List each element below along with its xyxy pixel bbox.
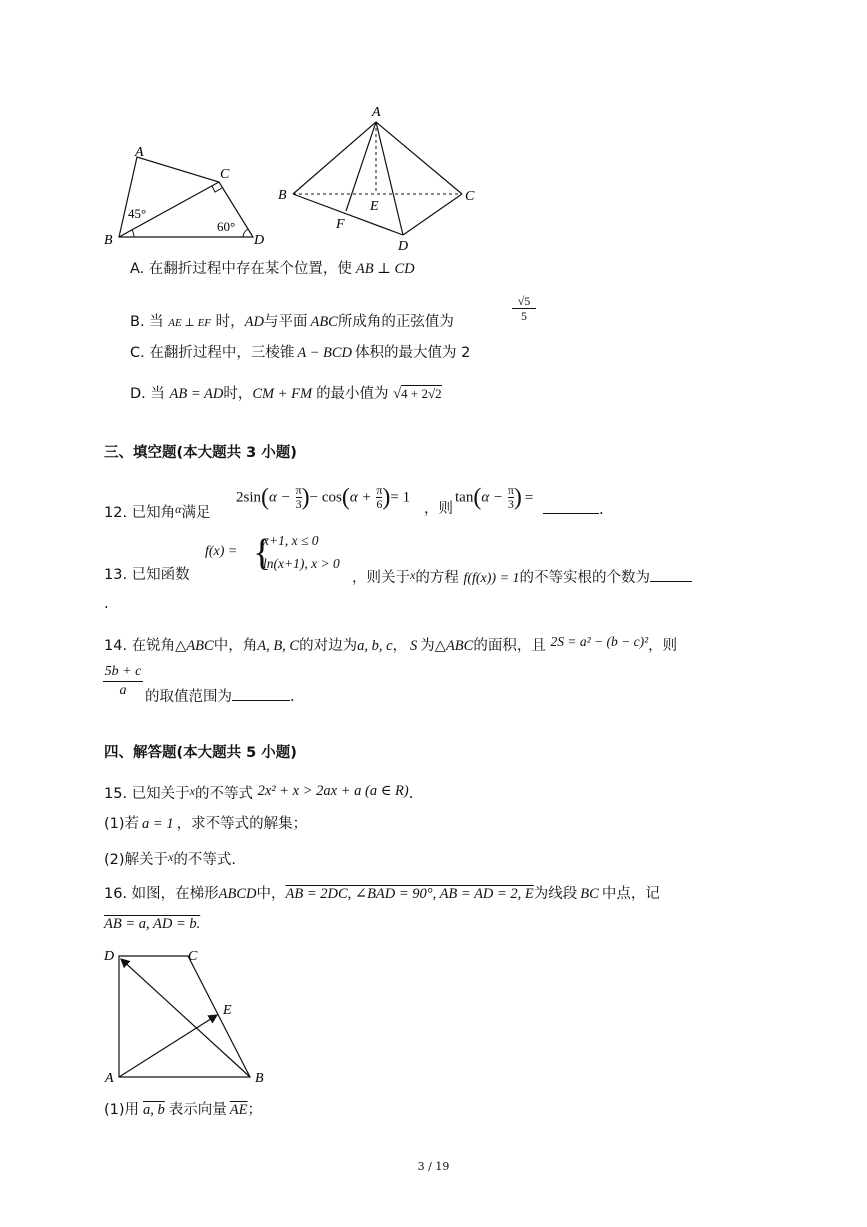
quad-label-d: D xyxy=(254,233,265,248)
q16-line2: AB = a, AD = b. xyxy=(104,916,201,932)
quad-angle-60: 60° xyxy=(217,219,236,234)
q11-option-d: D. 当 AB = AD时，CM + FM 的最小值为 √4 + 2√2 xyxy=(130,386,442,402)
q15: 15. 已知关于$^x$的不等式 2x² + x > 2ax + a (a ∈ R). xyxy=(104,783,414,802)
q11-option-c: C. 在翻折过程中，三棱锥 A − BCD 体积的最大值为 2 xyxy=(130,345,471,361)
pyr-label-a: A xyxy=(372,105,381,120)
quad-label-c: C xyxy=(220,167,230,182)
trap-label-e: E xyxy=(223,1003,232,1018)
quad-angle-45: 45° xyxy=(128,206,147,221)
quad-label-a: A xyxy=(135,145,144,160)
pyr-label-c: C xyxy=(465,189,475,204)
q14-fraction: 5b + c a xyxy=(104,664,142,698)
quad-label-b: B xyxy=(104,233,113,248)
q12-answer-blank: . xyxy=(543,499,604,520)
q13-rest: ，则关于$^x$的方程 f(f(x)) = 1的不等实根的个数为 xyxy=(352,565,692,589)
pyr-label-f: F xyxy=(336,217,345,232)
trap-label-b: B xyxy=(255,1071,264,1086)
q12-then: ，则 xyxy=(424,501,453,517)
q11-b-fraction: √5 5 xyxy=(512,294,536,323)
q15-part1: (1)若 a = 1 ，求不等式的解集； xyxy=(104,816,308,832)
trap-label-c: C xyxy=(188,949,198,964)
quadrilateral-figure xyxy=(100,140,280,250)
q14-line1: 14. 在锐角△ABC中，角A, B, C的对边为a, b, c， S 为△ABC的面积，且 2S = a² − (b − c)²，则 xyxy=(104,634,678,654)
q11-option-a: A. 在翻折过程中存在某个位置，使 AB ⊥ CD xyxy=(130,261,415,277)
q12: 12. 已知角$^\alpha$满足 xyxy=(104,502,211,521)
q12-equation: 2sin(α − $\frac{\pi}{3}$ )− cos(α + $\frac{\pi}{6}$ )= 1 xyxy=(236,483,411,511)
q13-prefix: 13. 已知函数 xyxy=(104,567,190,583)
trap-label-a: A xyxy=(105,1071,114,1086)
trapezoid-figure xyxy=(100,940,280,1090)
pyr-label-e: E xyxy=(370,199,379,214)
q14-line2: 的取值范围为 . xyxy=(145,686,295,707)
q11-option-b: B. 当 AE ⊥ EF 时，AD与平面 ABC所成角的正弦值为 xyxy=(130,314,454,330)
pyramid-figure xyxy=(272,100,492,255)
pyr-label-b: B xyxy=(278,188,287,203)
pyr-label-d: D xyxy=(398,239,409,254)
q16-line1: 16. 如图，在梯形ABCD中，AB = 2DC, ∠BAD = 90°, AB = AD = 2, E为线段 BC 中点，记 xyxy=(104,886,660,902)
section-3-heading: 三、填空题(本大题共 3 小题) xyxy=(104,445,297,461)
q12-tan: tan(α − $\frac{\pi}{3}$ ) = xyxy=(455,483,534,511)
q16-part1: (1)用 a, b 表示向量 $\overline{AE}$； xyxy=(104,1102,263,1118)
trap-label-d: D xyxy=(104,949,115,964)
sqrt-symbol: √ xyxy=(393,386,402,402)
q15-part2: (2)解关于$^x$的不等式. xyxy=(104,850,236,868)
section-4-heading: 四、解答题(本大题共 5 小题) xyxy=(104,745,297,761)
page-number: 3 / 19 xyxy=(417,1160,450,1173)
q13-end: . xyxy=(104,596,109,612)
